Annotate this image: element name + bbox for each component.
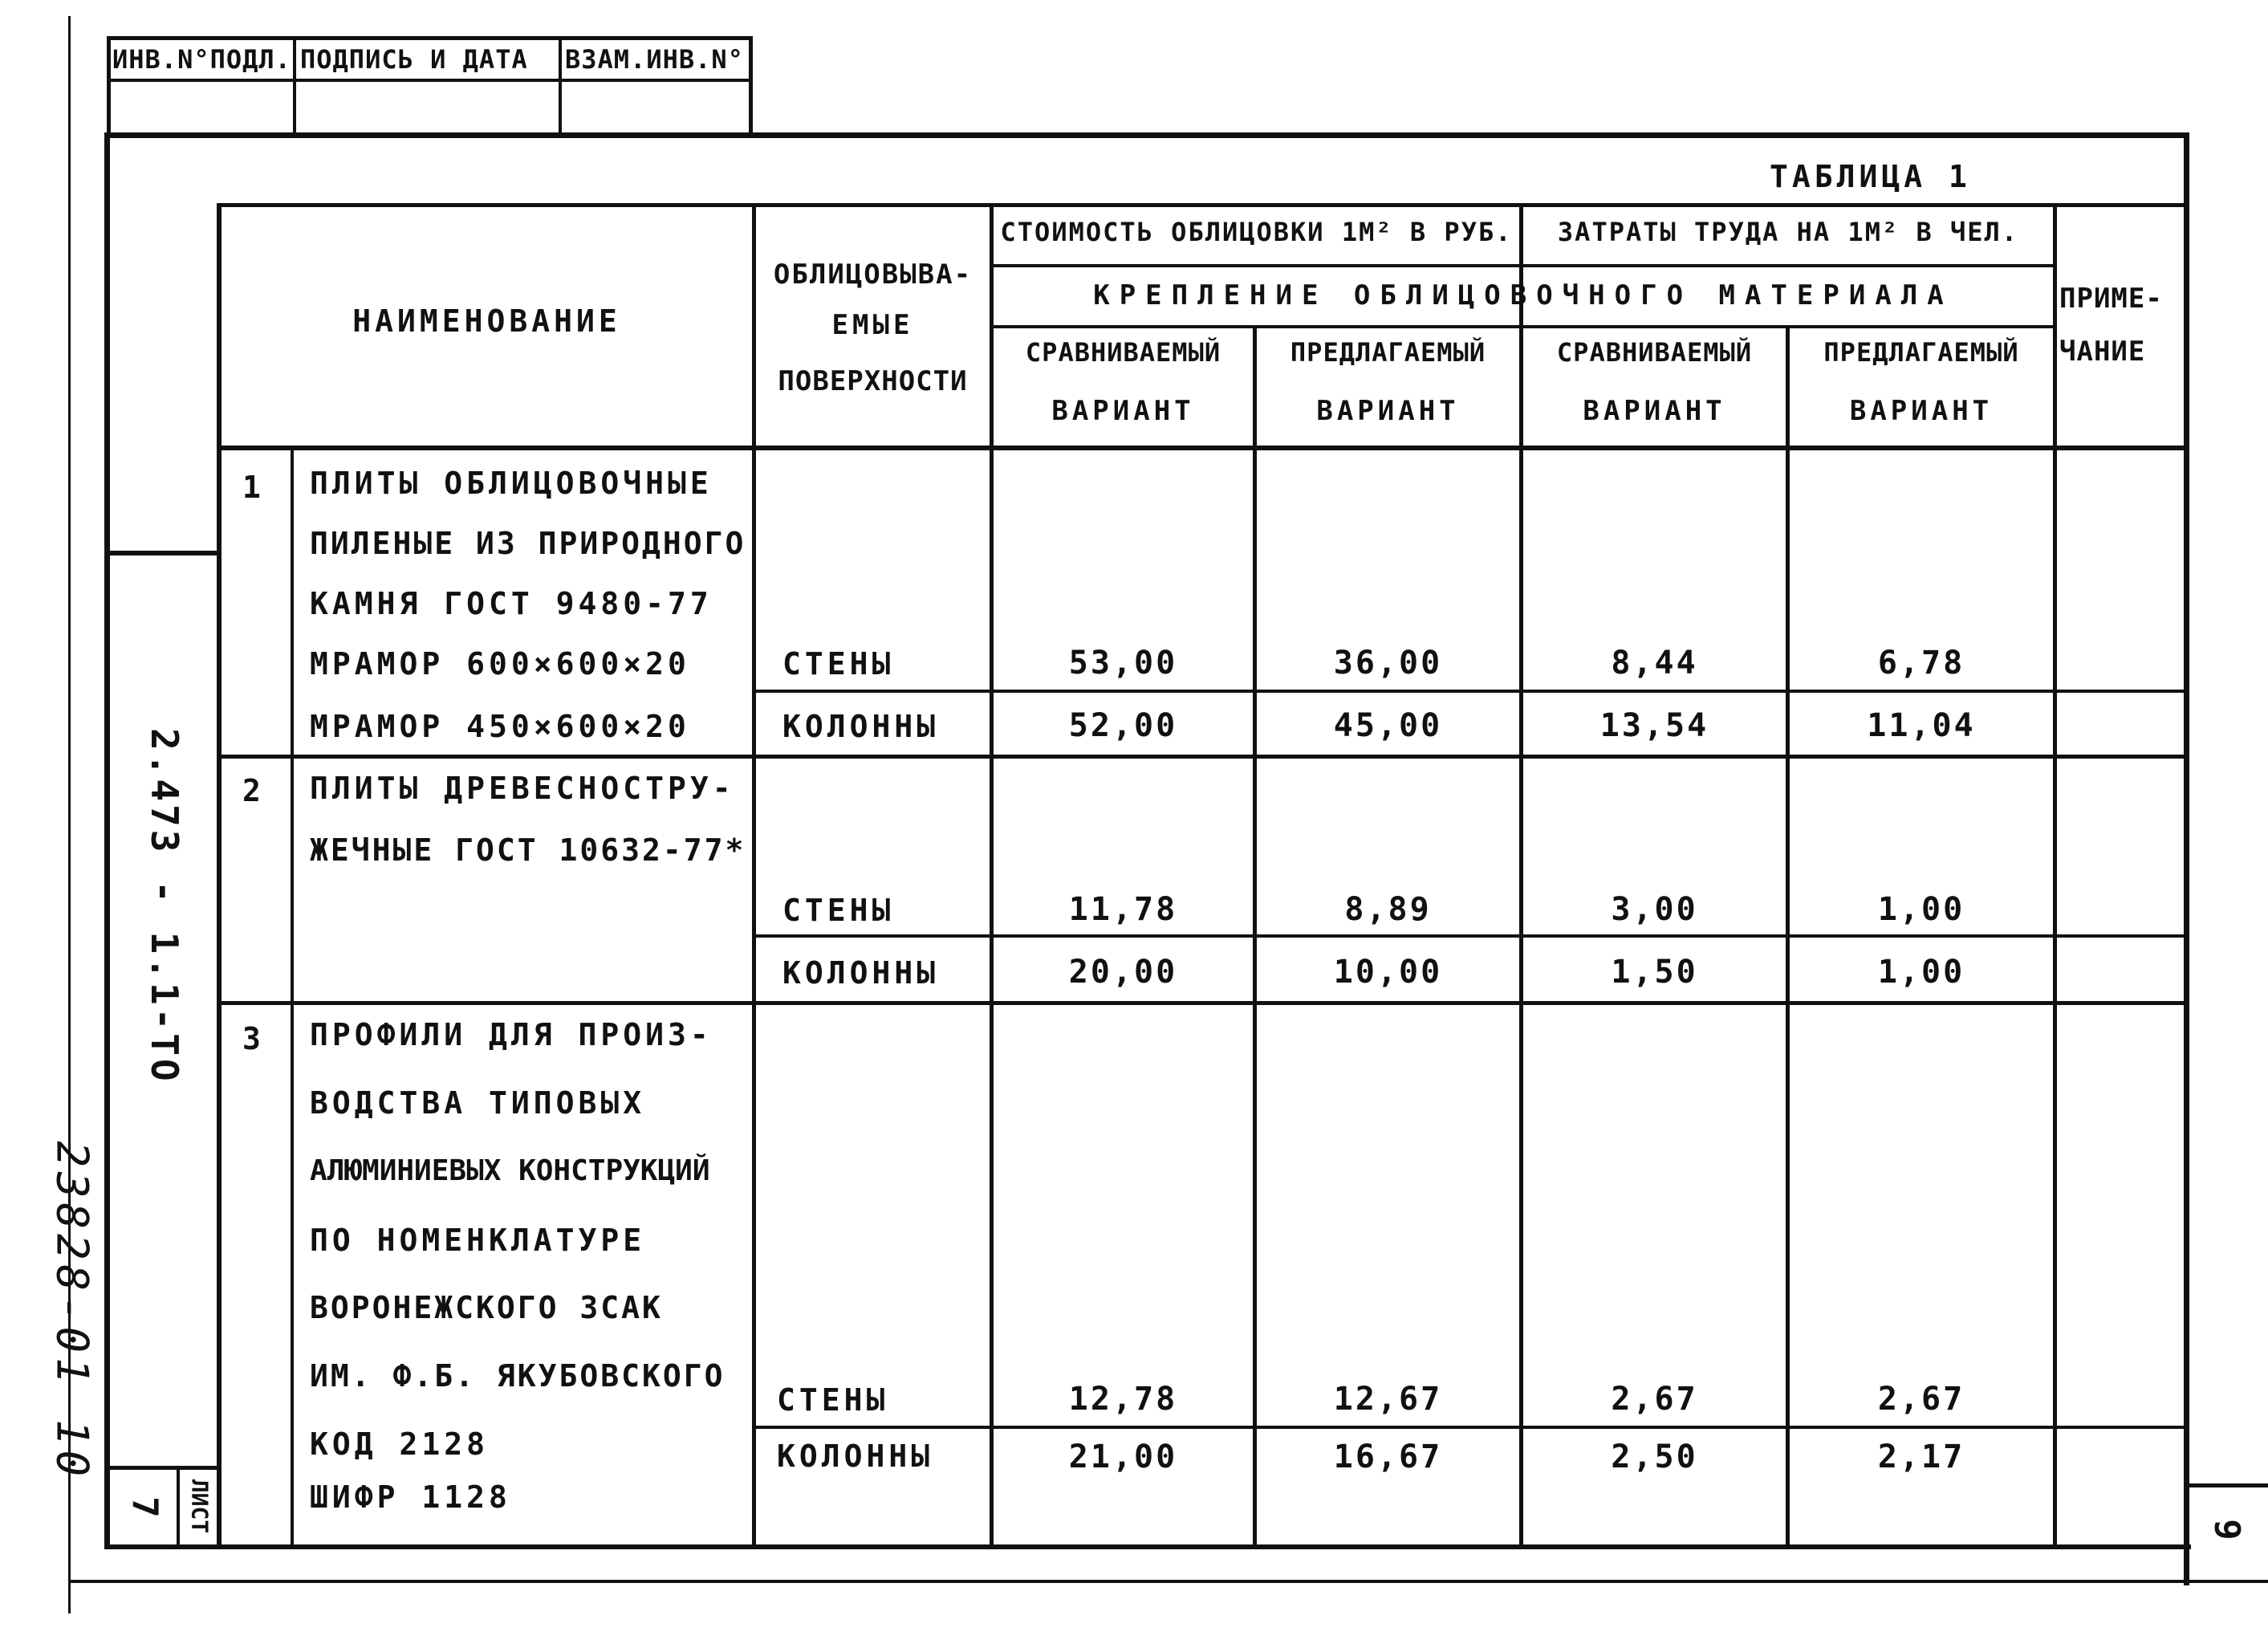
labor-compared-cell: 8,44 — [1611, 645, 1698, 682]
stamp-inv-label: ИНВ.N°ПОДЛ. — [112, 44, 291, 75]
table-caption: ТАБЛИЦА 1 — [1770, 159, 1971, 194]
cost-compared-cell: 20,00 — [1068, 954, 1178, 991]
labor-compared-cell: 1,50 — [1611, 954, 1698, 991]
archive-number: 23828-01 10 — [47, 1141, 98, 1482]
cost-proposed-cell: 8,89 — [1344, 891, 1432, 928]
surface-cell: СТЕНЫ — [782, 646, 895, 682]
header-surfaces-line2: ЕМЫЕ — [831, 309, 914, 341]
header-labor: ЗАТРАТЫ ТРУДА НА 1М² В ЧЕЛ. — [1557, 217, 2019, 247]
header-labor-compared-2: ВАРИАНТ — [1583, 395, 1726, 427]
labor-compared-cell: 13,54 — [1599, 707, 1709, 744]
doc-code: 2.473 - 1.1-ТО — [143, 728, 186, 1085]
header-labor-proposed-1: ПРЕДЛАГАЕМЫЙ — [1823, 337, 2019, 368]
cost-proposed-cell: 36,00 — [1333, 645, 1443, 682]
header-cost-compared-2: ВАРИАНТ — [1051, 395, 1195, 427]
header-labor-proposed-2: ВАРИАНТ — [1849, 395, 1994, 427]
header-name: НАИМЕНОВАНИЕ — [352, 303, 621, 339]
labor-proposed-cell: 2,67 — [1877, 1381, 1965, 1418]
surface-cell: КОЛОННЫ — [782, 955, 940, 991]
header-surfaces-line3: ПОВЕРХНОСТИ — [778, 365, 968, 397]
header-note-2: ЧАНИЕ — [2059, 336, 2146, 368]
row-name-line: КАМНЯ ГОСТ 9480-77 — [310, 586, 713, 621]
row-name-line: ПИЛЕНЫЕ ИЗ ПРИРОДНОГО — [310, 526, 746, 561]
row-name-line: ШИФР 1128 — [310, 1479, 511, 1515]
cost-proposed-cell: 16,67 — [1333, 1439, 1443, 1475]
cost-proposed-cell: 45,00 — [1333, 707, 1443, 744]
stamp-sign-label: ПОДПИСЬ И ДАТА — [300, 44, 528, 75]
row-name-line: ПО НОМЕНКЛАТУРЕ — [310, 1223, 646, 1258]
row-number: 1 — [242, 470, 265, 505]
surface-cell: КОЛОННЫ — [782, 709, 940, 744]
header-labor-compared-1: СРАВНИВАЕМЫЙ — [1556, 337, 1753, 368]
row-name-line: ПРОФИЛИ ДЛЯ ПРОИЗ- — [310, 1017, 713, 1052]
labor-compared-cell: 3,00 — [1611, 891, 1698, 928]
row-name-line: ВОРОНЕЖСКОГО ЗСАК — [310, 1290, 663, 1325]
header-fastening: КРЕПЛЕНИЕ ОБЛИЦОВОЧНОГО МАТЕРИАЛА — [1093, 279, 1953, 311]
cost-compared-cell: 21,00 — [1068, 1439, 1178, 1475]
cost-compared-cell: 53,00 — [1068, 645, 1178, 682]
labor-proposed-cell: 11,04 — [1867, 707, 1976, 744]
labor-proposed-cell: 1,00 — [1877, 954, 1965, 991]
labor-compared-cell: 2,67 — [1611, 1381, 1698, 1418]
row-name-line: ПЛИТЫ ОБЛИЦОВОЧНЫЕ — [310, 466, 713, 501]
surface-cell: СТЕНЫ — [777, 1382, 889, 1418]
cost-compared-cell: 11,78 — [1068, 891, 1178, 928]
header-cost-compared-1: СРАВНИВАЕМЫЙ — [1025, 337, 1221, 368]
sheet-label: ЛИСТ — [186, 1479, 213, 1534]
stamp-vzam-label: ВЗАМ.ИНВ.N° — [565, 44, 744, 75]
labor-proposed-cell: 6,78 — [1877, 645, 1965, 682]
cost-proposed-cell: 12,67 — [1333, 1381, 1443, 1418]
labor-proposed-cell: 2,17 — [1877, 1439, 1965, 1475]
cost-compared-cell: 52,00 — [1068, 707, 1178, 744]
row-name-line: МРАМОР 450×600×20 — [310, 709, 690, 744]
row-name-line: ПЛИТЫ ДРЕВЕСНОСТРУ- — [310, 771, 735, 806]
page-number: 9 — [2206, 1519, 2248, 1540]
row-name-line: АЛЮМИНИЕВЫХ КОНСТРУКЦИЙ — [310, 1154, 710, 1187]
header-cost: СТОИМОСТЬ ОБЛИЦОВКИ 1М² В РУБ. — [1000, 217, 1513, 247]
labor-compared-cell: 2,50 — [1611, 1439, 1698, 1475]
surface-cell: КОЛОННЫ — [777, 1439, 934, 1474]
cost-compared-cell: 12,78 — [1068, 1381, 1178, 1418]
row-number: 3 — [242, 1021, 265, 1056]
row-name-line: МРАМОР 600×600×20 — [310, 646, 690, 682]
cost-proposed-cell: 10,00 — [1333, 954, 1443, 991]
row-number: 2 — [242, 773, 265, 808]
row-name-line: ВОДСТВА ТИПОВЫХ — [310, 1085, 646, 1121]
row-name-line: КОД 2128 — [310, 1426, 490, 1462]
header-cost-proposed-1: ПРЕДЛАГАЕМЫЙ — [1290, 337, 1486, 368]
row-name-line: ЖЕЧНЫЕ ГОСТ 10632-77* — [310, 832, 746, 868]
labor-proposed-cell: 1,00 — [1877, 891, 1965, 928]
header-cost-proposed-2: ВАРИАНТ — [1316, 395, 1460, 427]
header-note-1: ПРИМЕ- — [2059, 283, 2163, 315]
row-name-line: ИМ. Ф.Б. ЯКУБОВСКОГО — [310, 1358, 726, 1394]
header-surfaces-line1: ОБЛИЦОВЫВА- — [773, 258, 973, 291]
surface-cell: СТЕНЫ — [782, 893, 895, 928]
sheet-number: 7 — [124, 1496, 165, 1518]
